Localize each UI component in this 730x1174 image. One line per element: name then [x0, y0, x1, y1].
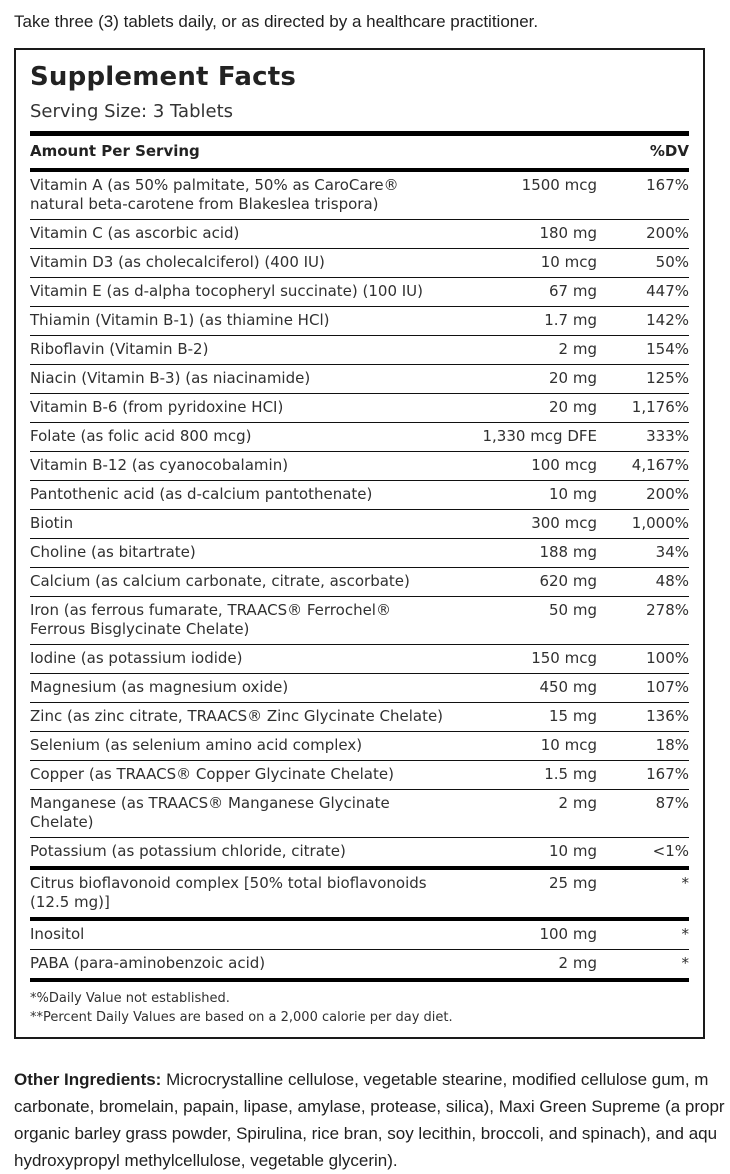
- supplement-row: [30, 307, 689, 336]
- row-dv: *: [681, 874, 689, 892]
- row-dv: *: [681, 925, 689, 943]
- row-amount: 10 mg: [549, 842, 597, 860]
- row-amount: 1500 mcg: [521, 176, 597, 194]
- header-percent-dv: %DV: [649, 142, 689, 160]
- row-amount: 67 mg: [549, 282, 597, 300]
- row-name: Calcium (as calcium carbonate, citrate, ascorbate): [30, 572, 410, 590]
- supplement-row: [30, 220, 689, 249]
- row-name: Magnesium (as magnesium oxide): [30, 678, 289, 696]
- row-name: Vitamin A (as 50% palmitate, 50% as CaroCare® natural beta-carotene from Blakeslea trispora): [30, 176, 399, 213]
- row-amount: 10 mg: [549, 485, 597, 503]
- row-dv: 278%: [646, 601, 689, 619]
- row-dv: 18%: [655, 736, 689, 754]
- facts-table-header: [30, 136, 689, 168]
- row-amount: 1.5 mg: [544, 765, 597, 783]
- supplement-row: [30, 249, 689, 278]
- row-name: Pantothenic acid (as d-calcium pantothenate): [30, 485, 373, 503]
- row-dv: 167%: [646, 765, 689, 783]
- row-dv: 154%: [646, 340, 689, 358]
- row-amount: 180 mg: [539, 224, 597, 242]
- row-name: Niacin (Vitamin B-3) (as niacinamide): [30, 369, 311, 387]
- supplement-facts-panel: [14, 48, 705, 1039]
- row-dv: 34%: [655, 543, 689, 561]
- row-name: Thiamin (Vitamin B-1) (as thiamine HCl): [30, 311, 330, 329]
- row-amount: 20 mg: [549, 398, 597, 416]
- row-name: Vitamin C (as ascorbic acid): [30, 224, 240, 242]
- row-dv: 125%: [646, 369, 689, 387]
- row-name: Vitamin B-12 (as cyanocobalamin): [30, 456, 289, 474]
- other-ingredients-text: Microcrystalline cellulose, vegetable stearine, modified cellulose gum, m: [166, 1070, 709, 1089]
- row-name: Iodine (as potassium iodide): [30, 649, 243, 667]
- row-amount: 10 mcg: [540, 736, 597, 754]
- row-name: Selenium (as selenium amino acid complex): [30, 736, 363, 754]
- row-name: Zinc (as zinc citrate, TRAACS® Zinc Glycinate Chelate): [30, 707, 444, 725]
- row-name: Potassium (as potassium chloride, citrate): [30, 842, 346, 860]
- row-amount: 100 mg: [539, 925, 597, 943]
- row-amount: 188 mg: [539, 543, 597, 561]
- row-dv: 1,176%: [631, 398, 689, 416]
- row-amount: 50 mg: [549, 601, 597, 619]
- row-dv: *: [681, 954, 689, 972]
- supplement-row: [30, 950, 689, 982]
- header-amount-per-serving: Amount Per Serving: [30, 142, 200, 160]
- supplement-row: [30, 761, 689, 790]
- row-name: Vitamin B-6 (from pyridoxine HCI): [30, 398, 284, 416]
- row-dv: 100%: [646, 649, 689, 667]
- row-amount: 150 mcg: [531, 649, 597, 667]
- supplement-row: [30, 423, 689, 452]
- row-dv: 107%: [646, 678, 689, 696]
- other-ingredients-line: organic barley grass powder, Spirulina, rice bran, soy lecithin, broccoli, and spinach), and aqu: [14, 1124, 718, 1143]
- row-name: Manganese (as TRAACS® Manganese Glycinate Chelate): [30, 794, 390, 831]
- row-amount: 20 mg: [549, 369, 597, 387]
- supplement-row: [30, 645, 689, 674]
- row-amount: 450 mg: [539, 678, 597, 696]
- facts-footnotes: [30, 982, 689, 1037]
- serving-size: Serving Size: 3 Tablets: [30, 101, 234, 122]
- row-dv: 200%: [646, 485, 689, 503]
- supplement-row: [30, 838, 689, 870]
- supplement-row: [30, 597, 689, 645]
- supplement-row: [30, 278, 689, 307]
- supplement-row: [30, 172, 689, 220]
- row-dv: <1%: [652, 842, 689, 860]
- row-amount: 15 mg: [549, 707, 597, 725]
- supplement-row: [30, 703, 689, 732]
- supplement-row: [30, 568, 689, 597]
- row-dv: 200%: [646, 224, 689, 242]
- row-dv: 1,000%: [631, 514, 689, 532]
- row-name: Riboflavin (Vitamin B-2): [30, 340, 209, 358]
- row-name: Inositol: [30, 925, 85, 943]
- other-ingredients-label: Other Ingredients:: [14, 1070, 162, 1089]
- row-name: Vitamin E (as d-alpha tocopheryl succinate) (100 IU): [30, 282, 424, 300]
- supplement-row: [30, 732, 689, 761]
- row-amount: 10 mcg: [540, 253, 597, 271]
- dosage-directions: Take three (3) tablets daily, or as directed by a healthcare practitioner.: [14, 12, 539, 31]
- row-amount: 1.7 mg: [544, 311, 597, 329]
- row-name: Choline (as bitartrate): [30, 543, 196, 561]
- row-dv: 142%: [646, 311, 689, 329]
- row-name: Copper (as TRAACS® Copper Glycinate Chelate): [30, 765, 394, 783]
- row-dv: 87%: [655, 794, 689, 812]
- supplement-row: [30, 870, 689, 921]
- row-dv: 167%: [646, 176, 689, 194]
- supplement-row: [30, 510, 689, 539]
- row-amount: 2 mg: [558, 340, 597, 358]
- supplement-row: [30, 481, 689, 510]
- row-dv: 50%: [655, 253, 689, 271]
- other-ingredients: [14, 1066, 730, 1174]
- row-dv: 4,167%: [631, 456, 689, 474]
- other-ingredients-line: hydroxypropyl methylcellulose, vegetable glycerin).: [14, 1151, 398, 1170]
- row-dv: 333%: [646, 427, 689, 445]
- row-name: Citrus bioflavonoid complex [50% total bioflavonoids (12.5 mg)]: [30, 874, 427, 911]
- row-amount: 300 mcg: [531, 514, 597, 532]
- supplement-facts-title: Supplement Facts: [30, 62, 297, 92]
- row-amount: 1,330 mcg DFE: [482, 427, 597, 445]
- row-amount: 25 mg: [549, 874, 597, 892]
- row-name: Folate (as folic acid 800 mcg): [30, 427, 252, 445]
- row-name: Vitamin D3 (as cholecalciferol) (400 IU): [30, 253, 325, 271]
- row-amount: 2 mg: [558, 954, 597, 972]
- row-dv: 136%: [646, 707, 689, 725]
- supplement-row: [30, 394, 689, 423]
- footnote-percent-dv-basis: **Percent Daily Values are based on a 2,000 calorie per day diet.: [30, 1010, 453, 1025]
- row-name: PABA (para-aminobenzoic acid): [30, 954, 266, 972]
- supplement-row: [30, 674, 689, 703]
- footnote-dv-not-established: *%Daily Value not established.: [30, 991, 230, 1006]
- row-dv: 48%: [655, 572, 689, 590]
- other-ingredients-line: [14, 1066, 730, 1093]
- supplement-row: [30, 336, 689, 365]
- other-ingredients-line: carbonate, bromelain, papain, lipase, amylase, protease, silica), Maxi Green Supreme (a propr: [14, 1097, 725, 1116]
- supplement-row: [30, 452, 689, 481]
- row-name: Iron (as ferrous fumarate, TRAACS® Ferrochel® Ferrous Bisglycinate Chelate): [30, 601, 391, 638]
- row-amount: 620 mg: [539, 572, 597, 590]
- supplement-row: [30, 790, 689, 838]
- row-amount: 2 mg: [558, 794, 597, 812]
- facts-table-body: [30, 172, 689, 982]
- supplement-row: [30, 539, 689, 568]
- supplement-row: [30, 921, 689, 950]
- row-name: Biotin: [30, 514, 74, 532]
- supplement-row: [30, 365, 689, 394]
- row-amount: 100 mcg: [531, 456, 597, 474]
- row-dv: 447%: [646, 282, 689, 300]
